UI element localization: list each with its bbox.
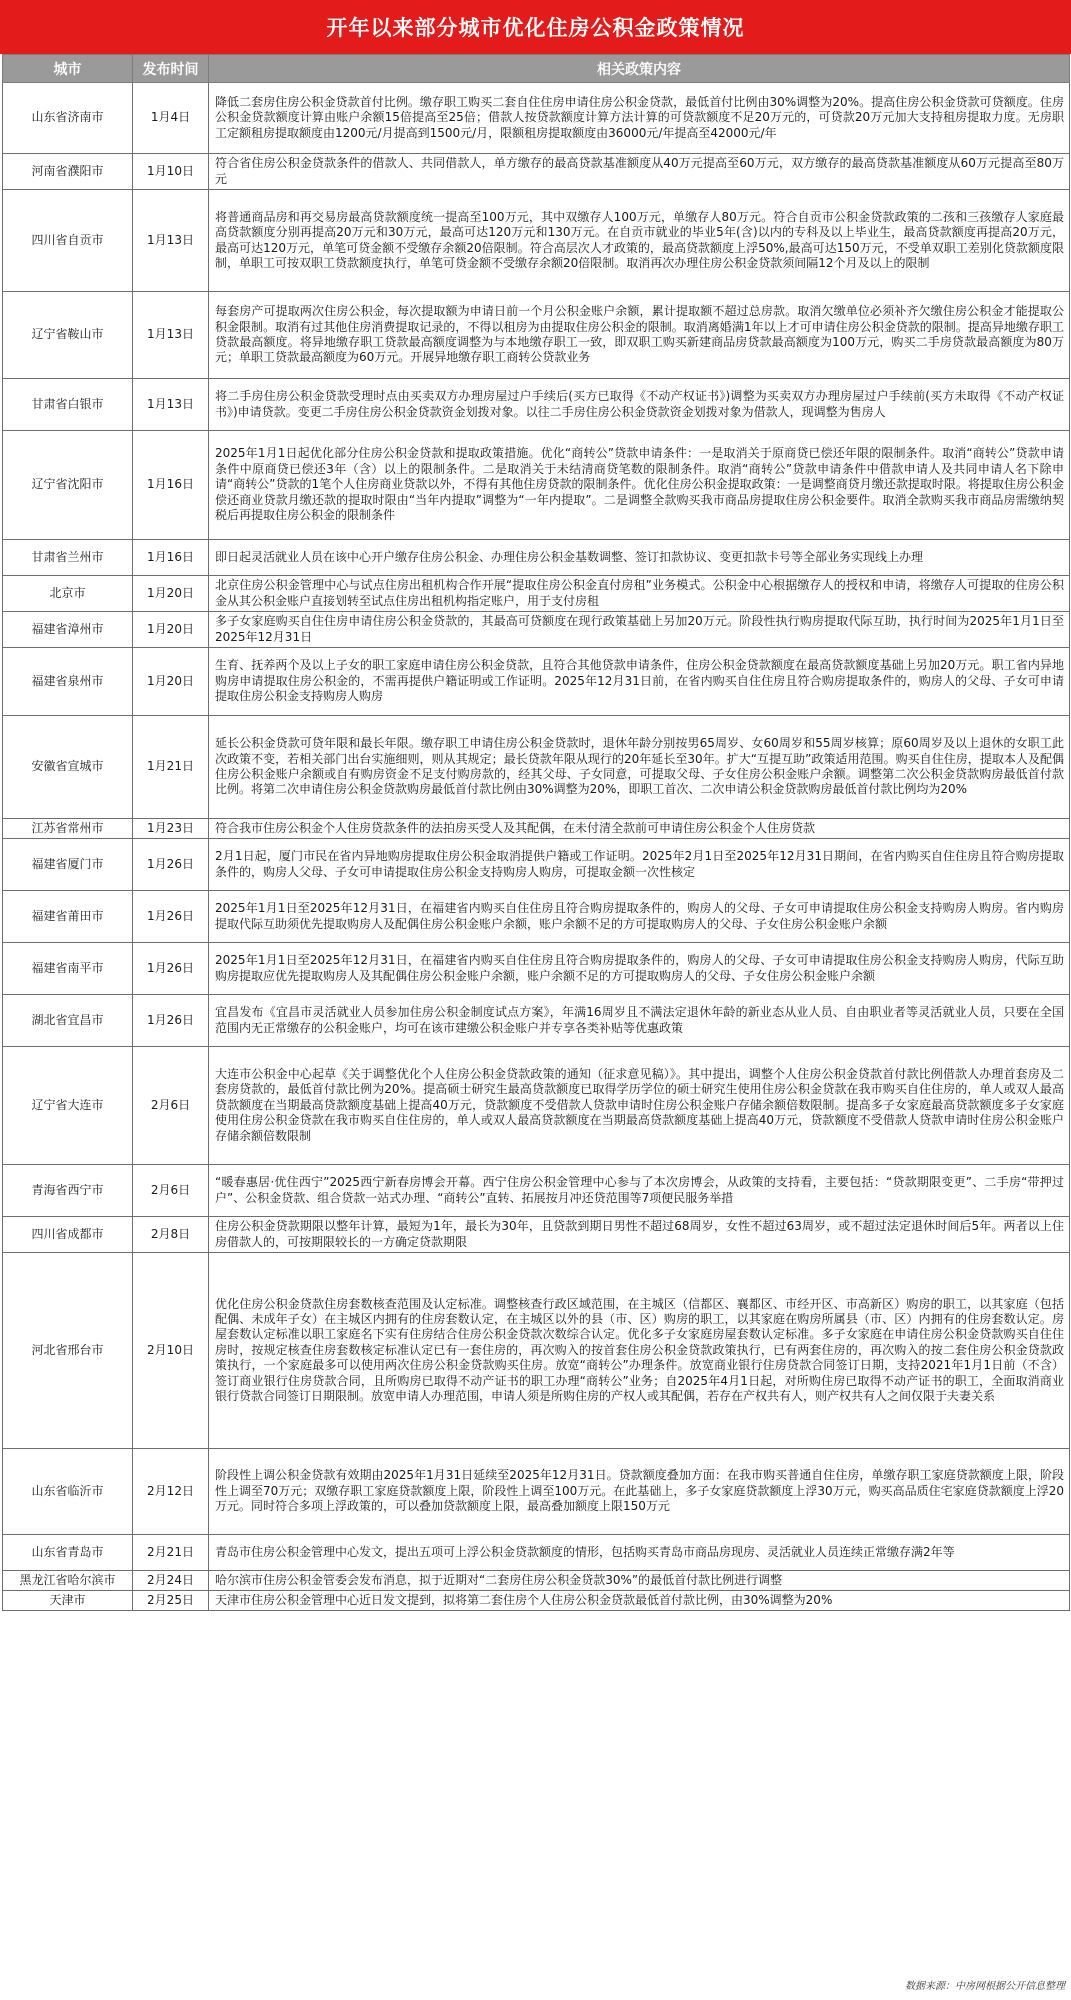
table-title: 开年以来部分城市优化住房公积金政策情况 — [0, 0, 1071, 54]
table-row — [3, 540, 1070, 576]
date-cell: 2月8日 — [133, 1217, 209, 1253]
content-cell: 宜昌发布《宜昌市灵活就业人员参加住房公积金制度试点方案》，年满16周岁且不满法定退休年龄的新业态从业人员、自由职业者等灵活就业人员，只要在全国范围内无正常缴存的公积金账户，均可在该市建缴公积金账户并专享各类补贴等优惠政策 — [209, 995, 1070, 1047]
content-cell: 延长公积金贷款可贷年限和最长年限。缴存职工申请住房公积金贷款时，退休年龄分别按男65周岁、女60周岁和55周岁核算；原60周岁及以上退休的女职工此次政策不变，若相关部门出台实施细则，则从其规定；最长贷款年限从现行的20年延长至30年。扩大“互提互助”政策适用范围。购买自住住房，提取本人及配偶住房公积金账户余额或自有购房资金不足支付购房款的，经其父母、子女同意，可提取父母、子女住房公积金账户余额。调整第二次公积金贷款购房最低首付款比例。将第二次申请住房公积金贷款购房最低首付款比例由30%调整为20%，即职工首次、二次申请公积金贷款购房最低首付款比例均为20% — [209, 716, 1070, 819]
content-cell: 天津市住房公积金管理中心近日发文提到，拟将第二套住房个人住房公积金贷款最低首付款比例，由30%调整为20% — [209, 1591, 1070, 1611]
table-row — [3, 190, 1070, 292]
city-cell: 黑龙江省哈尔滨市 — [3, 1571, 133, 1591]
table-row — [3, 379, 1070, 431]
date-cell: 1月10日 — [133, 154, 209, 190]
table-row — [3, 1571, 1070, 1591]
content-cell: 将普通商品房和再交易房最高贷款额度统一提高至100万元，其中双缴存人100万元，单缴存人80万元。符合自贡市公积金贷款政策的二孩和三孩缴存人家庭最高贷款额度分别再提高20万元和30万元，最高可达120万元和130万元。在自贡市就业的毕业5年(含)以内的专科及以上毕业生，最高贷款额度再提高20万元，最高可达120万元，单笔可贷金额不受缴存余额20倍限制。符合高层次人才政策的，最高贷款额度上浮50%,最高可达150万元，不受单双职工差别化贷款额度限制，单职工可按双职工贷款额度执行，单笔可贷金额不受缴存余额20倍限制。取消再次办理住房公积金贷款须间隔12个月及以上的限制 — [209, 190, 1070, 292]
date-cell: 1月26日 — [133, 943, 209, 995]
city-cell: 安徽省宣城市 — [3, 716, 133, 819]
table-row — [3, 1253, 1070, 1449]
city-cell: 福建省厦门市 — [3, 839, 133, 891]
content-cell: 住房公积金贷款期限以整年计算，最短为1年，最长为30年，且贷款到期日男性不超过68周岁，女性不超过63周岁，或不超过法定退休时间后5年。两者以上住房借款人的，可按期限较长的一方确定贷款期限 — [209, 1217, 1070, 1253]
table-row — [3, 576, 1070, 612]
table-row — [3, 995, 1070, 1047]
city-cell: 甘肃省兰州市 — [3, 540, 133, 576]
table-row — [3, 891, 1070, 943]
content-cell: 符合省住房公积金贷款条件的借款人、共同借款人，单方缴存的最高贷款基准额度从40万元提高至60万元，双方缴存的最高贷款基准额度从60万元提高至80万元 — [209, 154, 1070, 190]
city-cell: 湖北省宜昌市 — [3, 995, 133, 1047]
city-cell: 江苏省常州市 — [3, 819, 133, 839]
date-cell: 1月23日 — [133, 819, 209, 839]
table-row — [3, 292, 1070, 379]
table-row — [3, 1217, 1070, 1253]
date-cell: 2月6日 — [133, 1047, 209, 1165]
table-row — [3, 943, 1070, 995]
city-cell: 青海省西宁市 — [3, 1165, 133, 1217]
city-cell: 辽宁省鞍山市 — [3, 292, 133, 379]
city-cell: 福建省漳州市 — [3, 612, 133, 648]
table-row — [3, 612, 1070, 648]
data-source-note: 数据来源：中房网根据公开信息整理 — [905, 1981, 1065, 1992]
table-row — [3, 648, 1070, 716]
date-cell: 1月26日 — [133, 891, 209, 943]
content-cell: 降低二套房住房公积金贷款首付比例。缴存职工购买二套自住住房申请住房公积金贷款，最低首付比例由30%调整为20%。提高住房公积金贷款可贷额度。住房公积金贷款额度计算由账户余额15倍提高至25倍；借款人按贷款额度计算方法计算的可贷款额度不足20万元的，可贷款20万元加大支持租房提取力度。无房职工定额租房提取额度由1200元/月提高到1500元/月，限额租房提取额度由36000元/年提高至42000元/年 — [209, 83, 1070, 154]
date-cell: 2月10日 — [133, 1253, 209, 1449]
date-cell: 1月20日 — [133, 648, 209, 716]
date-cell: 1月21日 — [133, 716, 209, 819]
content-cell: “暖春惠居·优住西宁”2025西宁新春房博会开幕。西宁住房公积金管理中心参与了本次房博会，从政策的支持看，主要包括：“贷款期限变更”、二手房“带押过户”、公积金贷款、组合贷款一站式办理、“商转公”直转、拓展按月冲还贷范围等7项便民服务举措 — [209, 1165, 1070, 1217]
city-cell: 福建省泉州市 — [3, 648, 133, 716]
header-content: 相关政策内容 — [209, 55, 1070, 83]
date-cell: 1月13日 — [133, 379, 209, 431]
content-cell: 2025年1月1日至2025年12月31日，在福建省内购买自住住房且符合购房提取条件的，购房人的父母、子女可申请提取住房公积金支持购房人购房。省内购房提取代际互助须优先提取购房人及配偶住房公积金账户余额，账户余额不足的方可提取购房人的父母、子女住房公积金账户余额 — [209, 891, 1070, 943]
date-cell: 2月6日 — [133, 1165, 209, 1217]
date-cell: 1月13日 — [133, 190, 209, 292]
table-row — [3, 839, 1070, 891]
table-row — [3, 1047, 1070, 1165]
table-row — [3, 716, 1070, 819]
date-cell: 1月26日 — [133, 995, 209, 1047]
content-cell: 青岛市住房公积金管理中心发文，提出五项可上浮公积金贷款额度的情形，包括购买青岛市商品房现房、灵活就业人员连续正常缴存满2年等 — [209, 1535, 1070, 1571]
city-cell: 福建省莆田市 — [3, 891, 133, 943]
content-cell: 哈尔滨市住房公积金管委会发布消息，拟于近期对“二套房住房公积金贷款30%”的最低首付款比例进行调整 — [209, 1571, 1070, 1591]
city-cell: 辽宁省大连市 — [3, 1047, 133, 1165]
header-city: 城市 — [3, 55, 133, 83]
city-cell: 河北省邢台市 — [3, 1253, 133, 1449]
policy-table — [2, 54, 1070, 1611]
city-cell: 福建省南平市 — [3, 943, 133, 995]
content-cell: 符合我市住房公积金个人住房贷款条件的法拍房买受人及其配偶，在未付清全款前可申请住房公积金个人住房贷款 — [209, 819, 1070, 839]
header-date: 发布时间 — [133, 55, 209, 83]
content-cell: 将二手房住房公积金贷款受理时点由买卖双方办理房屋过户手续后(买方已取得《不动产权证书》)调整为买卖双方办理房屋过户手续前(买方未取得《不动产权证书》)申请贷款。变更二手房住房公积金贷款资金划拨对象。以往二手房住房公积金贷款资金划拨对象为借款人，现调整为售房人 — [209, 379, 1070, 431]
content-cell: 优化住房公积金贷款住房套数核查范围及认定标准。调整核查行政区域范围，在主城区（信都区、襄都区、市经开区、市高新区）购房的职工，以其家庭（包括配偶、未成年子女）在主城区内拥有的住房套数认定，在主城区以外的县（市、区）购房的职工，以其家庭在购房所属县（市、区）内拥有的住房套数认定。房屋套数认定标准以职工家庭名下实有住房结合住房公积金贷款次数综合认定。优化多子女家庭房屋套数认定标准。多子女家庭在申请住房公积金贷款购买自住住房时，按规定核查住房套数核定标准认定已有一套住房的，再次购入的按首套住房公积金贷款政策执行，已有两套住房的，再次购入的按二套住房公积金贷款政策执行，一个家庭最多可以使用两次住房公积金贷款购买住房。放宽“商转公”办理条件。放宽商业银行住房贷款合同签订日期，支持2021年1月1日前（不含）签订商业银行住房贷款合同，且所购房已取得不动产证书的职工办理“商转公”业务；自2025年4月1日起，对所购住房已取得不动产证书的职工，全面取消商业银行贷款合同签订日期限制。放宽申请人办理范围，申请人须是所购住房的产权人或其配偶，若存在产权共有人，则产权共有人之间仅限于夫妻关系 — [209, 1253, 1070, 1449]
content-cell: 即日起灵活就业人员在该中心开户缴存住房公积金、办理住房公积金基数调整、签订扣款协议、变更扣款卡号等全部业务实现线上办理 — [209, 540, 1070, 576]
date-cell: 1月4日 — [133, 83, 209, 154]
date-cell: 1月26日 — [133, 839, 209, 891]
table-row — [3, 83, 1070, 154]
city-cell: 四川省成都市 — [3, 1217, 133, 1253]
date-cell: 2月25日 — [133, 1591, 209, 1611]
city-cell: 山东省临沂市 — [3, 1449, 133, 1535]
table-row — [3, 1165, 1070, 1217]
date-cell: 1月16日 — [133, 540, 209, 576]
city-cell: 辽宁省沈阳市 — [3, 431, 133, 540]
date-cell: 2月21日 — [133, 1535, 209, 1571]
content-cell: 阶段性上调公积金贷款有效期由2025年1月31日延续至2025年12月31日。贷款额度叠加方面：在我市购买普通自住住房，单缴存职工家庭贷款额度上限，阶段性上调至70万元；双缴存职工家庭贷款额度上限，阶段性上调至100万元。在此基础上，多子女家庭贷款额度上浮30万元，购买高品质住宅家庭贷款额度上浮20万元。同时符合多项上浮政策的，可以叠加贷款额度上限，最高叠加额度上限150万元 — [209, 1449, 1070, 1535]
date-cell: 1月20日 — [133, 576, 209, 612]
table-row — [3, 819, 1070, 839]
content-cell: 大连市公积金中心起草《关于调整优化个人住房公积金贷款政策的通知（征求意见稿）》。其中提出，调整个人住房公积金贷款首付款比例借款人办理首套房及二套房贷款的，最低首付款比例为20%。提高硕士研究生最高贷款额度已取得学历学位的硕士研究生使用住房公积金贷款在我市购买自住住房的，单人或双人最高贷款额度在当期最高贷款额度基础上提高40万元，贷款额度不受借款人贷款申请时住房公积金账户存储余额倍数限制。提高多子女家庭最高贷款额度多子女家庭使用住房公积金贷款在我市购买自住住房的，单人或双人最高贷款额度在当期最高贷款额度基础上提高40万元，贷款额度不受借款人贷款申请时住房公积金账户存储余额倍数限制 — [209, 1047, 1070, 1165]
table-row — [3, 1535, 1070, 1571]
table-row — [3, 431, 1070, 540]
city-cell: 北京市 — [3, 576, 133, 612]
table-row — [3, 1449, 1070, 1535]
header-row — [3, 55, 1070, 83]
date-cell: 1月16日 — [133, 431, 209, 540]
city-cell: 天津市 — [3, 1591, 133, 1611]
date-cell: 2月24日 — [133, 1571, 209, 1591]
table-row — [3, 1591, 1070, 1611]
city-cell: 山东省青岛市 — [3, 1535, 133, 1571]
table-row — [3, 154, 1070, 190]
content-cell: 生育、抚养两个及以上子女的职工家庭申请住房公积金贷款，且符合其他贷款申请条件，住房公积金贷款额度在最高贷款额度基础上另加20万元。职工省内异地购房申请提取住房公积金的，不需再提供户籍证明或工作证明。2025年12月31日前，在省内购买自住住房且符合购房提取条件的，购房人的父母、子女可申请提取住房公积金支持购房人购房 — [209, 648, 1070, 716]
city-cell: 四川省自贡市 — [3, 190, 133, 292]
content-cell: 2025年1月1日至2025年12月31日，在福建省内购买自住住房且符合购房提取条件的，购房人的父母、子女可申请提取住房公积金支持购房人购房，代际互助购房提取应优先提取购房人及其配偶住房公积金账户余额，账户余额不足的方可提取购房人的父母、子女住房公积金账户余额 — [209, 943, 1070, 995]
content-cell: 多子女家庭购买自住住房申请住房公积金贷款的，其最高可贷额度在现行政策基础上另加20万元。阶段性执行购房提取代际互助，执行时间为2025年1月1日至2025年12月31日 — [209, 612, 1070, 648]
content-cell: 2025年1月1日起优化部分住房公积金贷款和提取政策措施。优化“商转公”贷款申请条件：一是取消关于原商贷已偿还年限的限制条件。取消“商转公”贷款申请条件中原商贷已偿还3年（含）以上的限制条件。二是取消关于未结清商贷笔数的限制条件。取消“商转公”贷款申请条件中借款申请人及共同申请人名下除申请“商转公”贷款的1笔个人住房商业贷款以外，不得有其他住房贷款的限制条件。优化住房公积金提取政策：一是调整商贷月缴还款提取时限。将提取住房公积金偿还商业贷款月缴还款的提取时限由“当年内提取”调整为“一年内提取”。二是调整全款购买我市商品房提取住房公积金要件。取消全款购买我市商品房需缴纳契税后再提取住房公积金的限制条件 — [209, 431, 1070, 540]
content-cell: 北京住房公积金管理中心与试点住房出租机构合作开展“提取住房公积金直付房租”业务模式。公积金中心根据缴存人的授权和申请，将缴存人可提取的住房公积金从其公积金账户直接划转至试点住房出租机构指定账户，用于支付房租 — [209, 576, 1070, 612]
city-cell: 山东省济南市 — [3, 83, 133, 154]
city-cell: 甘肃省白银市 — [3, 379, 133, 431]
content-cell: 每套房产可提取两次住房公积金，每次提取额为申请日前一个月公积金账户余额，累计提取额不超过总房款。取消欠缴单位必须补齐欠缴住房公积金才能提取公积金限制。取消有过其他住房消费提取记录的，不得以租房为由提取住房公积金的限制。取消离婚满1年以上才可申请住房公积金贷款的限制。提高异地缴存职工贷款最高额度。将异地缴存职工贷款最高额度调整为与本地缴存职工一致，即双职工购买新建商品房贷款最高额度为100万元，购买二手房贷款最高额度为80万元；单职工贷款最高额度为60万元。开展异地缴存职工商转公贷款业务 — [209, 292, 1070, 379]
content-cell: 2月1日起，厦门市民在省内异地购房提取住房公积金取消提供户籍或工作证明。2025年2月1日至2025年12月31日期间，在省内购买自住住房且符合购房提取条件的，购房人父母、子女可申请提取住房公积金支持购房人购房，可提取金额一次性核定 — [209, 839, 1070, 891]
date-cell: 2月12日 — [133, 1449, 209, 1535]
date-cell: 1月20日 — [133, 612, 209, 648]
date-cell: 1月13日 — [133, 292, 209, 379]
city-cell: 河南省濮阳市 — [3, 154, 133, 190]
